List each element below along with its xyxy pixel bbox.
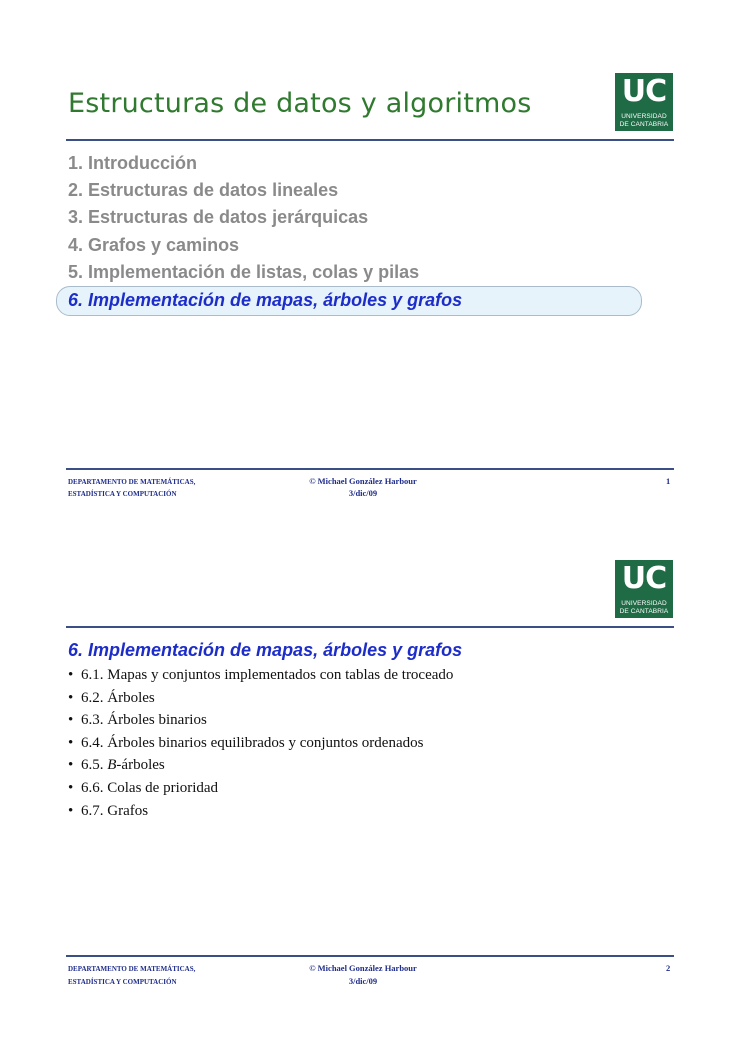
list-item-text: 6.3. Árboles binarios bbox=[81, 712, 207, 728]
logo-line2: DE CANTABRIA bbox=[619, 608, 669, 615]
logo-line1: UNIVERSIDAD bbox=[621, 113, 667, 120]
slide2-footer-dept-line1: DEPARTAMENTO DE MATEMÁTICAS, bbox=[68, 965, 196, 973]
toc-item: 4. Grafos y caminos bbox=[68, 235, 240, 255]
slide2-header-rule bbox=[66, 626, 674, 628]
list-item-emphasis: B bbox=[107, 757, 117, 773]
slide2-footer-rule bbox=[66, 955, 674, 957]
list-item-suffix: -árboles bbox=[116, 757, 165, 773]
bullet-marker: • bbox=[68, 712, 74, 728]
slide1-footer-dept-line2: ESTADÍSTICA Y COMPUTACIÓN bbox=[68, 490, 177, 498]
toc-current-item: 6. Implementación de mapas, árboles y grafos bbox=[68, 290, 463, 310]
logo-mark: UC bbox=[621, 74, 667, 109]
slide2-footer-author: © Michael González Harbour bbox=[309, 963, 417, 973]
slide2-footer-dept-line2: ESTADÍSTICA Y COMPUTACIÓN bbox=[68, 978, 177, 986]
slide1-footer-date: 3/dic/09 bbox=[348, 488, 378, 498]
slide2-title: 6. Implementación de mapas, árboles y grafos bbox=[68, 640, 463, 660]
bullet-marker: • bbox=[68, 757, 74, 773]
slide1-footer-rule bbox=[66, 468, 674, 470]
logo-mark: UC bbox=[621, 561, 667, 596]
list-item-text: 6.7. Grafos bbox=[81, 803, 149, 819]
list-item-text: 6.2. Árboles bbox=[81, 690, 155, 706]
list-item-text: 6.1. Mapas y conjuntos implementados con tablas de troceado bbox=[81, 667, 454, 683]
slide1-title: Estructuras de datos y algoritmos bbox=[68, 88, 532, 119]
toc-item: 3. Estructuras de datos jerárquicas bbox=[68, 207, 369, 227]
list-item-prefix: 6.5. bbox=[81, 757, 108, 773]
bullet-marker: • bbox=[68, 780, 74, 796]
slide2-footer-date: 3/dic/09 bbox=[348, 976, 378, 986]
list-item-text: 6.6. Colas de prioridad bbox=[81, 780, 219, 796]
bullet-marker: • bbox=[68, 803, 74, 819]
list-item bbox=[68, 711, 207, 729]
slide1-footer-author: © Michael González Harbour bbox=[309, 476, 417, 486]
bullet-marker: • bbox=[68, 690, 74, 706]
list-item bbox=[68, 802, 148, 820]
list-item-text: 6.4. Árboles binarios equilibrados y conjuntos ordenados bbox=[81, 735, 424, 751]
list-item bbox=[68, 756, 165, 774]
bullet-marker: • bbox=[68, 667, 74, 683]
toc-item: 1. Introducción bbox=[68, 153, 198, 173]
slide1-header-rule bbox=[66, 139, 674, 141]
uc-logo bbox=[615, 73, 673, 131]
uc-logo bbox=[615, 560, 673, 618]
slide2-page-number: 2 bbox=[666, 963, 671, 973]
toc-item: 5. Implementación de listas, colas y pilas bbox=[68, 262, 420, 282]
logo-line1: UNIVERSIDAD bbox=[621, 600, 667, 607]
toc-item: 2. Estructuras de datos lineales bbox=[68, 180, 339, 200]
slide1-page-number: 1 bbox=[666, 476, 671, 486]
list-item bbox=[68, 779, 218, 797]
list-item bbox=[68, 666, 453, 684]
list-item bbox=[68, 689, 155, 707]
slide1-footer-dept-line1: DEPARTAMENTO DE MATEMÁTICAS, bbox=[68, 478, 196, 486]
logo-line2: DE CANTABRIA bbox=[619, 121, 669, 128]
bullet-marker: • bbox=[68, 735, 74, 751]
list-item bbox=[68, 734, 423, 752]
